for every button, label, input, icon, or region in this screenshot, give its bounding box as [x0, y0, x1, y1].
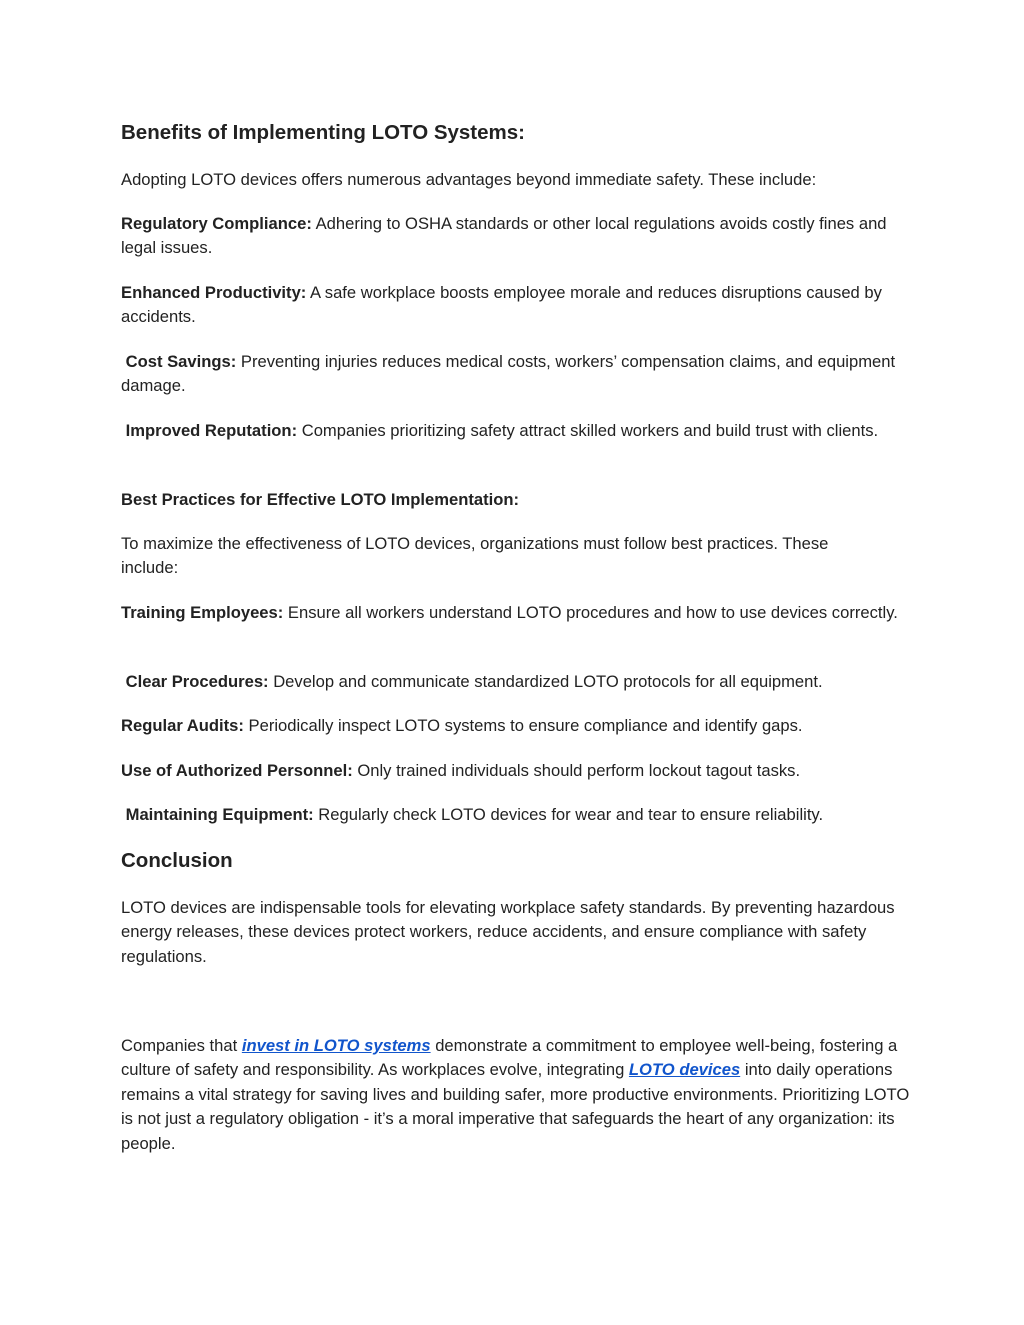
- benefit-item: [121, 350, 911, 399]
- practice-lead: Clear Procedures:: [121, 672, 269, 691]
- loto-devices-link[interactable]: LOTO devices: [628, 1060, 741, 1080]
- subsection-title: Best Practices for Effective LOTO Implementation:: [121, 490, 520, 509]
- practice-item: [121, 714, 911, 738]
- benefit-item: [121, 281, 911, 330]
- benefit-lead: Cost Savings:: [121, 352, 237, 371]
- practice-lead: Use of Authorized Personnel:: [121, 761, 353, 780]
- practice-lead: Maintaining Equipment:: [121, 805, 314, 824]
- paragraph-text: demonstrate a commitment to employee well-being, fostering a culture of safety and responsibility. As workplaces evolve, integrating: [121, 1036, 898, 1080]
- benefit-text: Adhering to OSHA standards or other local regulations avoids costly fines and legal issues.: [121, 214, 887, 258]
- practice-item: [121, 601, 911, 625]
- practice-item: [121, 759, 911, 783]
- benefit-text: Preventing injuries reduces medical costs, workers’ compensation claims, and equipment damage.: [121, 352, 900, 396]
- heading-benefits: [121, 118, 911, 148]
- benefit-text: A safe workplace boosts employee morale and reduces disruptions caused by accidents.: [121, 283, 882, 327]
- practice-lead: Regular Audits:: [121, 716, 244, 735]
- invest-in-loto-link[interactable]: invest in LOTO systems: [241, 1036, 431, 1055]
- practice-item: [121, 803, 911, 827]
- paragraph: Adopting LOTO devices offers numerous advantages beyond immediate safety. These include:: [121, 170, 817, 189]
- benefit-item: [121, 212, 911, 261]
- intro-best-practices: [121, 532, 911, 581]
- section-title: Benefits of Implementing LOTO Systems:: [121, 121, 525, 144]
- benefit-lead: Regulatory Compliance:: [121, 214, 312, 233]
- benefit-lead: Enhanced Productivity:: [121, 283, 307, 302]
- intro-benefits: [121, 168, 911, 192]
- paragraph: To maximize the effectiveness of LOTO devices, organizations must follow best practices. These include:: [121, 534, 829, 578]
- practice-text: Ensure all workers understand LOTO procedures and how to use devices correctly.: [283, 603, 898, 622]
- section-title: Conclusion: [121, 849, 233, 872]
- benefit-item: [121, 419, 911, 443]
- practice-text: Regularly check LOTO devices for wear and tear to ensure reliability.: [313, 805, 824, 824]
- conclusion-paragraph-2: [121, 1034, 911, 1156]
- practice-text: Only trained individuals should perform lockout tagout tasks.: [352, 761, 801, 780]
- paragraph-text: Companies that: [121, 1036, 242, 1055]
- practice-item: [121, 670, 911, 694]
- benefit-lead: Improved Reputation:: [121, 421, 298, 440]
- heading-best-practices: [121, 488, 911, 512]
- paragraph-text: into daily operations remains a vital strategy for saving lives and building safer, more productive environments. Prioritizing LOTO is not just a regulatory obligation - it’s a moral imperative that safeguards the heart of any organization: its people.: [121, 1060, 910, 1153]
- paragraph: LOTO devices are indispensable tools for elevating workplace safety standards. By preventing hazardous energy releases, these devices protect workers, reduce accidents, and ensure compliance with safety regulations.: [121, 898, 895, 966]
- practice-lead: Training Employees:: [121, 603, 284, 622]
- benefit-text: Companies prioritizing safety attract skilled workers and build trust with clients.: [297, 421, 879, 440]
- practice-text: Periodically inspect LOTO systems to ensure compliance and identify gaps.: [243, 716, 803, 735]
- conclusion-paragraph-1: [121, 896, 911, 969]
- heading-conclusion: [121, 846, 911, 876]
- practice-text: Develop and communicate standardized LOTO protocols for all equipment.: [268, 672, 823, 691]
